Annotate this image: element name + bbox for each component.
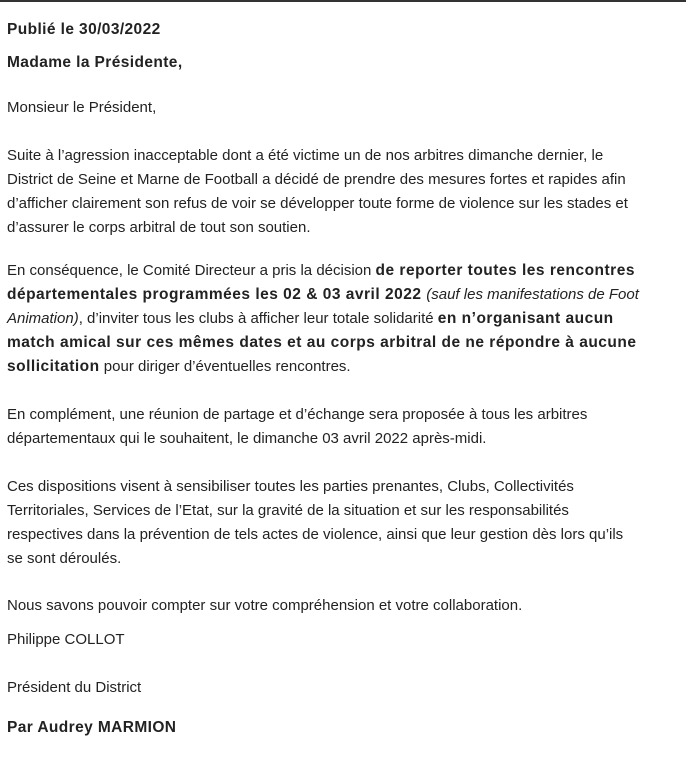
text-segment: d’afficher clairement son refus de voir se développer toute forme de violence sur les stades et bbox=[7, 195, 628, 212]
salutation-monsieur: Monsieur le Président, bbox=[7, 99, 157, 116]
author-byline: Par Audrey MARMION bbox=[7, 719, 177, 736]
paragraph-1 bbox=[7, 144, 693, 240]
text-segment: En complément, une réunion de partage et d’échange sera proposée à tous les arbitres bbox=[7, 406, 588, 423]
italic-text: Animation) bbox=[7, 310, 79, 327]
bold-text: sollicitation bbox=[7, 358, 100, 375]
text-segment: District de Seine et Marne de Football a décidé de prendre des mesures fortes et rapides afin bbox=[7, 171, 626, 188]
text-line bbox=[7, 259, 693, 283]
italic-text: (sauf les manifestations de Foot bbox=[426, 286, 639, 303]
text-segment: se sont déroulés. bbox=[7, 550, 122, 567]
paragraph-3 bbox=[7, 403, 693, 451]
text-line bbox=[7, 144, 693, 168]
paragraph-5 bbox=[7, 594, 693, 618]
text-line bbox=[7, 283, 693, 307]
text-line bbox=[7, 499, 693, 523]
signatory-title: Président du District bbox=[7, 679, 142, 696]
text-segment: En conséquence, le Comité Directeur a pris la décision bbox=[7, 262, 376, 279]
text-segment: Territoriales, Services de l’Etat, sur la gravité de la situation et sur les responsabilités bbox=[7, 502, 569, 519]
text-segment: Ces dispositions visent à sensibiliser toutes les parties prenantes, Clubs, Collectivités bbox=[7, 478, 574, 495]
bold-text: départementales programmées les 02 & 03 avril 2022 bbox=[7, 286, 427, 303]
text-line bbox=[7, 307, 693, 331]
text-line bbox=[7, 427, 693, 451]
paragraph-2 bbox=[7, 259, 693, 379]
text-segment: respectives dans la prévention de tels actes de violence, ainsi que leur gestion dès lors qu’ils bbox=[7, 526, 624, 543]
publication-date: Publié le 30/03/2022 bbox=[7, 21, 161, 38]
salutation-madame: Madame la Présidente, bbox=[7, 54, 183, 71]
text-line bbox=[7, 594, 693, 618]
bold-text: de reporter toutes les rencontres bbox=[375, 262, 635, 279]
text-line bbox=[7, 192, 693, 216]
text-line bbox=[7, 523, 693, 547]
text-segment: pour diriger d’éventuelles rencontres. bbox=[99, 358, 351, 375]
text-line bbox=[7, 331, 693, 355]
text-line bbox=[7, 475, 693, 499]
text-line bbox=[7, 168, 693, 192]
text-segment: départementaux qui le souhaitent, le dimanche 03 avril 2022 après-midi. bbox=[7, 430, 487, 447]
text-line bbox=[7, 547, 693, 571]
paragraph-4 bbox=[7, 475, 693, 571]
text-line bbox=[7, 403, 693, 427]
text-segment: , d’inviter tous les clubs à afficher leur totale solidarité bbox=[78, 310, 438, 327]
text-segment: Suite à l’agression inacceptable dont a été victime un de nos arbitres dimanche dernier, le bbox=[7, 147, 604, 164]
bold-text: match amical sur ces mêmes dates et au corps arbitral de ne répondre à aucune bbox=[7, 334, 637, 351]
signatory-name: Philippe COLLOT bbox=[7, 631, 125, 648]
bold-text: en n’organisant aucun bbox=[437, 310, 614, 327]
text-line bbox=[7, 216, 693, 240]
text-segment: Nous savons pouvoir compter sur votre compréhension et votre collaboration. bbox=[7, 597, 523, 614]
top-divider bbox=[0, 0, 686, 2]
text-line bbox=[7, 355, 693, 379]
text-segment: d’assurer le corps arbitral de tout son soutien. bbox=[7, 219, 311, 236]
